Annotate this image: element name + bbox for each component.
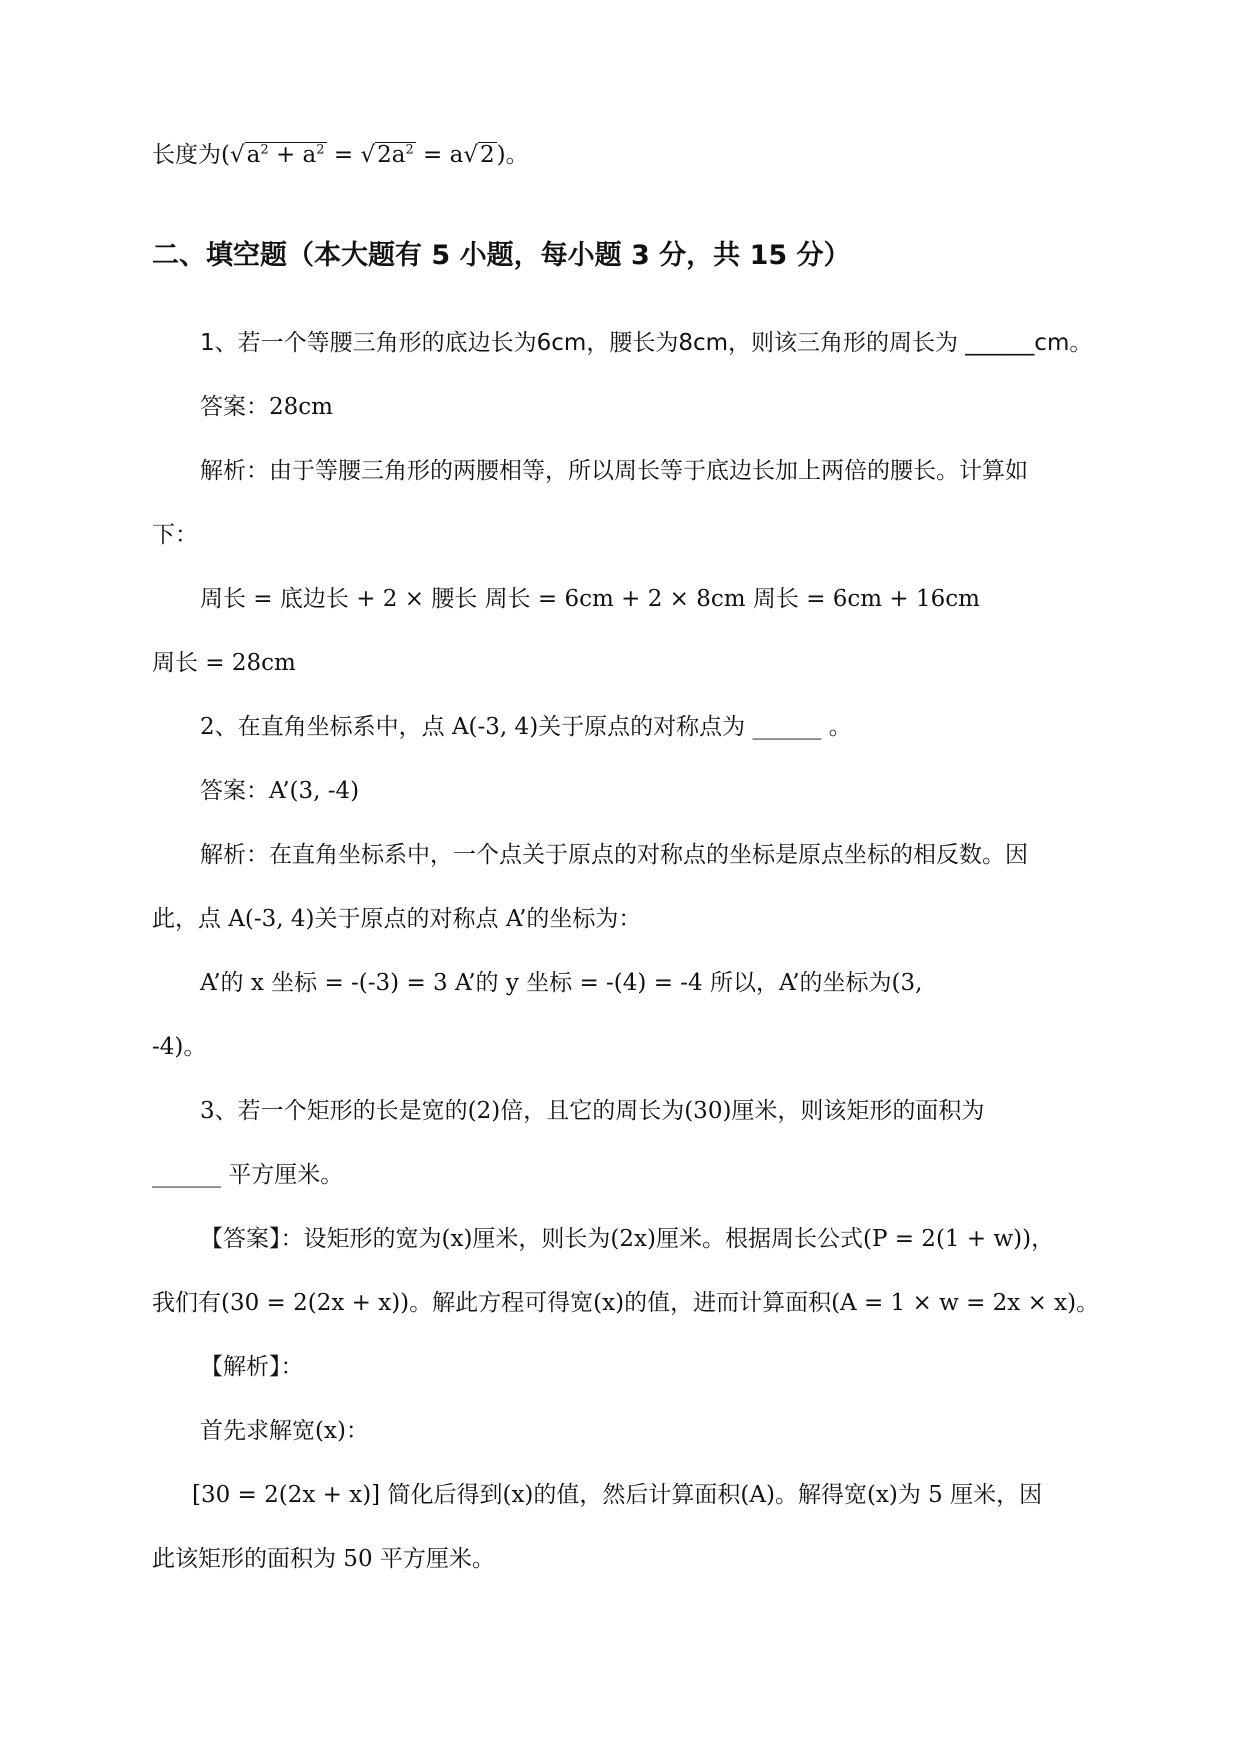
q1-calc-2: 周长 = 28cm <box>152 650 296 676</box>
sqrt-expression-3: √2 <box>463 142 495 168</box>
q3-analysis-1: 首先求解宽(x)： <box>200 1418 369 1444</box>
q2-analysis-1: 解析：在直角坐标系中，一个点关于原点的对称点的坐标是原点坐标的相反数。因 <box>200 842 1028 868</box>
intro-formula-line: 长度为$(√a^2 + a^2 = √2a^2 = a√2)$。 <box>152 142 529 168</box>
q3-answer-1: 【答案】：设矩形的宽为(x)厘米，则长为(2x)厘米。根据周长公式(P = 2(1 + w))， <box>200 1226 1055 1252</box>
q3-question-2: ______ 平方厘米。 <box>152 1162 344 1188</box>
intro-prefix: 长度为( <box>152 142 230 168</box>
q3-analysis-label: 【解析】： <box>200 1354 304 1380</box>
q2-question: 2、在直角坐标系中，点 A(-3, 4)关于原点的对称点为 ______ 。 <box>200 714 852 740</box>
q1-question: 1、若一个等腰三角形的底边长为6cm，腰长为8cm，则该三角形的周长为 ______cm。 <box>200 330 1093 356</box>
intro-suffix: )。 <box>496 142 529 168</box>
q3-answer-2: 我们有(30 = 2(2x + x))。解此方程可得宽(x)的值，进而计算面积(A = 1 × w = 2x × x)。 <box>152 1290 1100 1316</box>
q2-answer: 答案：A’(3, -4) <box>200 778 360 804</box>
q3-analysis-3: 此该矩形的面积为 50 平方厘米。 <box>152 1546 495 1572</box>
q1-analysis-2: 下： <box>152 522 198 548</box>
sqrt-expression-1: $√a^2 + a^2$ <box>229 142 325 168</box>
q2-analysis-2: 此，点 A(-3, 4)关于原点的对称点 A’的坐标为： <box>152 906 642 932</box>
q1-analysis-1: 解析：由于等腰三角形的两腰相等，所以周长等于底边长加上两倍的腰长。计算如 <box>200 458 1028 484</box>
q3-question-1: 3、若一个矩形的长是宽的(2)倍，且它的周长为(30)厘米，则该矩形的面积为 <box>200 1098 985 1124</box>
q3-analysis-2: [30 = 2(2x + x)] 简化后得到(x)的值，然后计算面积(A)。解得宽(x)为 5 厘米，因 <box>192 1482 1043 1508</box>
q1-calc-1: 周长 = 底边长 + 2 × 腰长 周长 = 6cm + 2 × 8cm 周长 = 6cm + 16cm <box>200 586 980 612</box>
section-heading: 二、填空题（本大题有 5 小题，每小题 3 分，共 15 分） <box>152 240 851 271</box>
q1-answer: 答案：28cm <box>200 394 333 420</box>
sqrt-expression-2: $√2a^2$ <box>360 142 414 168</box>
q2-calc-1: A’的 x 坐标 = -(-3) = 3 A’的 y 坐标 = -(4) = -4 所以，A’的坐标为(3, <box>200 970 923 996</box>
q2-calc-2: -4)。 <box>152 1034 207 1060</box>
